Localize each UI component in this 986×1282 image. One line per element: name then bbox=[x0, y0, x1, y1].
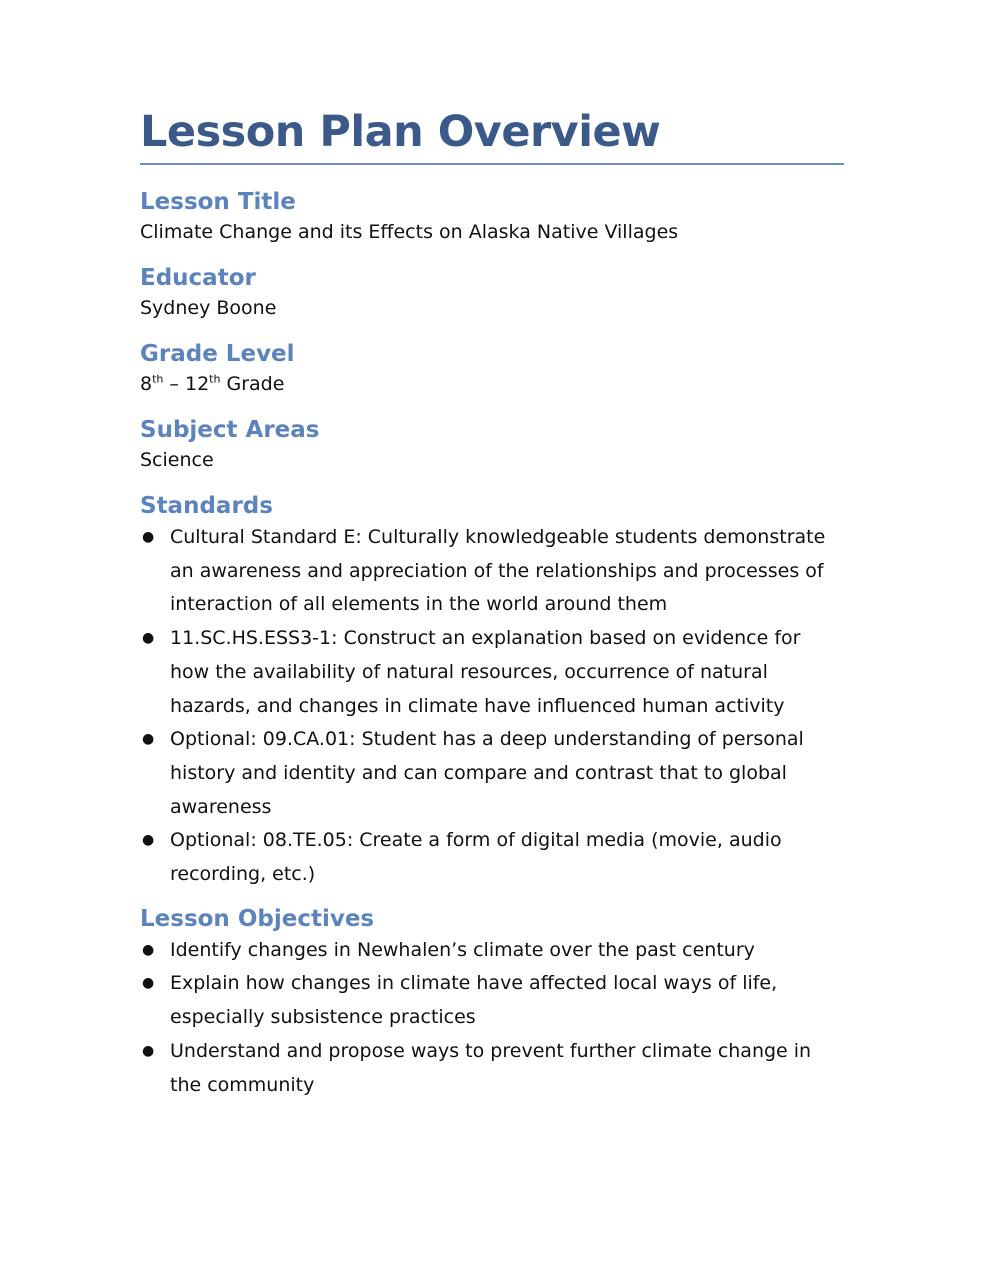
section-lesson-objectives bbox=[140, 904, 844, 1103]
list-item-text: Explain how changes in climate have affected local ways of life, especially subsistence practices bbox=[170, 972, 778, 1029]
section-lesson-title bbox=[140, 187, 844, 248]
section-heading-standards: Standards bbox=[140, 493, 273, 519]
list-item-text: Optional: 09.CA.01: Student has a deep understanding of personal history and identity and can compare and contrast that to global awareness bbox=[170, 728, 804, 818]
list-item-text: 11.SC.HS.ESS3-1: Construct an explanation based on evidence for how the availability of natural resources, occurrence of natural hazards, and changes in climate have influenced human activity bbox=[170, 627, 801, 717]
list-item-text: Identify changes in Newhalen’s climate over the past century bbox=[170, 938, 755, 961]
bullet-icon: ● bbox=[142, 832, 155, 849]
list-item bbox=[140, 622, 844, 723]
grade-separator: – bbox=[163, 373, 185, 395]
bullet-icon: ● bbox=[142, 731, 155, 748]
standards-list bbox=[140, 521, 844, 892]
section-standards bbox=[140, 491, 844, 892]
list-item bbox=[140, 934, 844, 968]
title-underline bbox=[140, 163, 844, 165]
grade-start: 8 bbox=[140, 373, 153, 395]
section-heading-grade-level: Grade Level bbox=[140, 341, 295, 367]
bullet-icon: ● bbox=[142, 529, 155, 545]
section-educator bbox=[140, 263, 844, 324]
grade-end: 12 bbox=[184, 373, 210, 395]
objectives-list bbox=[140, 934, 844, 1103]
list-item bbox=[140, 723, 844, 824]
section-subject-areas bbox=[140, 415, 844, 476]
grade-end-suffix: th bbox=[209, 372, 221, 386]
list-item bbox=[140, 967, 844, 1034]
grade-start-suffix: th bbox=[152, 372, 164, 386]
list-item-text: Cultural Standard E: Culturally knowledgeable students demonstrate an awareness and appreciation of the relationships and processes of interaction of all elements in the world around them bbox=[170, 526, 826, 616]
section-heading-educator: Educator bbox=[140, 265, 256, 291]
list-item-text: Understand and propose ways to prevent further climate change in the community bbox=[170, 1039, 812, 1096]
section-grade-level bbox=[140, 339, 844, 400]
list-item bbox=[140, 521, 844, 622]
grade-level-value bbox=[140, 369, 844, 400]
page-title: Lesson Plan Overview bbox=[140, 107, 661, 157]
lesson-title-value: Climate Change and its Effects on Alaska Native Villages bbox=[140, 221, 679, 243]
bullet-icon: ● bbox=[142, 975, 155, 992]
list-item bbox=[140, 824, 844, 891]
section-heading-subject-areas: Subject Areas bbox=[140, 417, 320, 443]
educator-value: Sydney Boone bbox=[140, 297, 277, 319]
list-item-text: Optional: 08.TE.05: Create a form of digital media (movie, audio recording, etc.) bbox=[170, 829, 782, 886]
list-item bbox=[140, 1035, 844, 1102]
section-heading-lesson-title: Lesson Title bbox=[140, 189, 296, 215]
grade-word: Grade bbox=[220, 373, 285, 395]
section-heading-lesson-objectives: Lesson Objectives bbox=[140, 905, 375, 932]
bullet-icon: ● bbox=[142, 1042, 155, 1059]
bullet-icon: ● bbox=[142, 630, 155, 647]
subject-areas-value: Science bbox=[140, 449, 214, 471]
bullet-icon: ● bbox=[142, 941, 155, 958]
